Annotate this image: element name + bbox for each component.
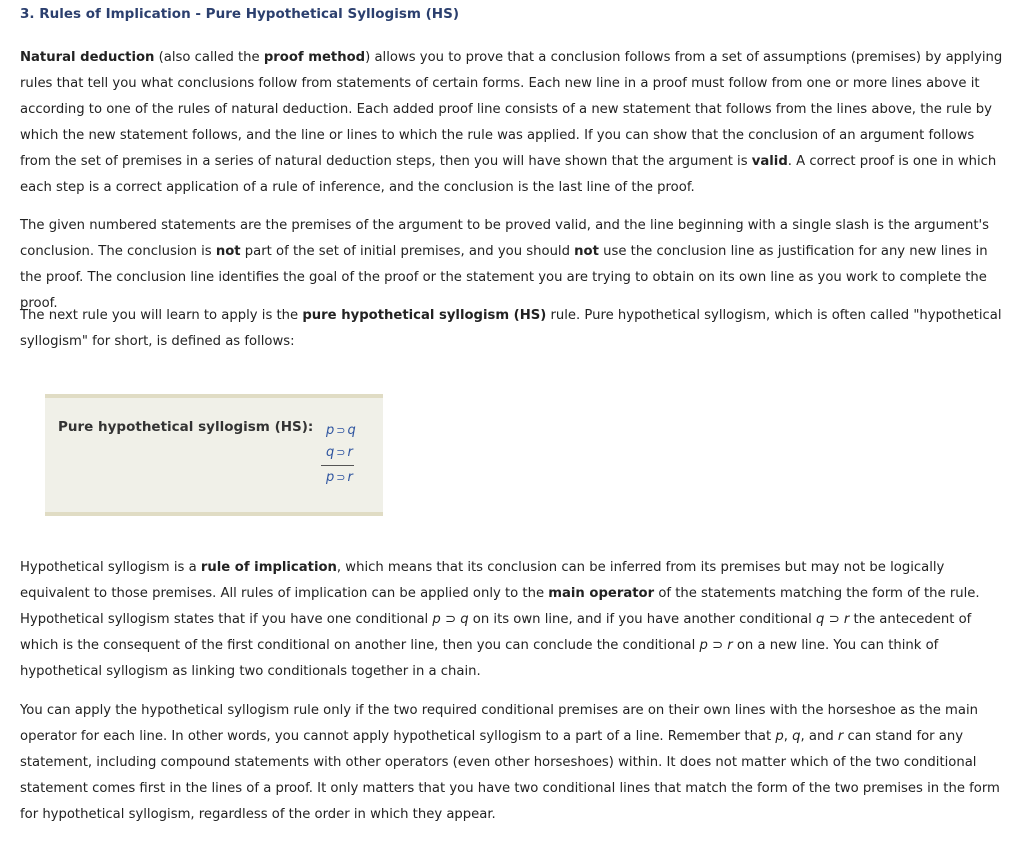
variable: p	[326, 470, 335, 485]
bold-term: not	[574, 244, 599, 259]
bold-term: Natural deduction	[20, 50, 155, 65]
paragraph-conclusion	[20, 213, 1006, 317]
rule-conclusion	[326, 467, 353, 489]
section-heading: 3. Rules of Implication - Pure Hypothetical Syllogism (HS)	[20, 6, 459, 22]
formula: p ⊃ r	[699, 638, 733, 653]
inference-line	[321, 465, 354, 466]
bold-term: rule of implication	[200, 560, 337, 575]
variable: r	[347, 470, 353, 485]
rule-definition-box	[45, 394, 383, 516]
rule-label: Pure hypothetical syllogism (HS):	[58, 419, 314, 435]
paragraph-natural-deduction	[20, 45, 1006, 201]
rule-premises	[326, 420, 356, 464]
text: use the conclusion line as justification for any new lines in the proof. The conclusion line identifies the goal of the proof or the statement you are trying to obtain on its own line as you work to complete the proof.	[20, 244, 988, 311]
text: ,	[783, 729, 793, 744]
premise-2	[326, 442, 356, 464]
variable: r	[347, 445, 353, 460]
variable: p	[326, 423, 335, 438]
text: The given numbered statements are the premises of the argument to be proved valid, and the line beginning with a single slash is the argument's conclusion. The conclusion is	[20, 218, 990, 259]
text: the antecedent of which is the consequent of the first conditional on another line, then you can conclude the conditional	[20, 612, 972, 653]
text: . A correct proof is one in which each step is a correct application of a rule of inference, and the conclusion is the last line of the proof.	[20, 154, 997, 195]
bold-term: valid	[751, 154, 788, 169]
bold-term: main operator	[548, 586, 655, 601]
text: The next rule you will learn to apply is the	[20, 308, 303, 323]
horseshoe-symbol: ⊃	[336, 471, 346, 484]
text: rule. Pure hypothetical syllogism, which is often called "hypothetical syllogism" for short, is defined as follows:	[20, 308, 1002, 349]
paragraph-applying-rule	[20, 698, 1006, 828]
text: part of the set of initial premises, and you should	[240, 244, 575, 259]
variable: r	[837, 729, 844, 744]
text: You can apply the hypothetical syllogism rule only if the two required conditional premises are on their own lines with the horseshoe as the main operator for each line. In other words, you cannot apply hypothetical syllogism to a part of a line. Remember that	[20, 703, 979, 744]
bold-term: proof method	[263, 50, 366, 65]
paragraph-rule-of-implication	[20, 555, 1006, 685]
variable: q	[347, 423, 356, 438]
text: , and	[800, 729, 838, 744]
formula: q ⊃ r	[816, 612, 850, 627]
text: ) allows you to prove that a conclusion follows from a set of assumptions (premises) by applying rules that tell you what conclusions follow from statements of certain forms. Each new line in a proof must follow from one or more lines above it according to one of the rules of natural deduction. Each added proof line consists of a new statement that follows from the lines above, the rule by which the new statement follows, and the line or lines to which the rule was applied. If you can show that the conclusion of an argument follows from the set of premises in a series of natural deduction steps, then you will have shown that the argument is	[20, 50, 1003, 169]
text: Hypothetical syllogism is a	[20, 560, 201, 575]
text: , which means that its conclusion can be inferred from its premises but may not be logically equivalent to those premises. All rules of implication can be applied only to the	[20, 560, 945, 601]
text: can stand for any statement, including compound statements with other operators (even other horseshoes) within. It does not matter which of the two conditional statement comes first in the lines of a proof. It only matters that you have two conditional lines that match the form of the two premises in the form for hypothetical syllogism, regardless of the order in which they appear.	[20, 729, 1000, 822]
text: of the statements matching the form of the rule. Hypothetical syllogism states that if you have one conditional	[20, 586, 980, 627]
variable: p	[775, 729, 784, 744]
premise-1	[326, 420, 356, 442]
formula: p ⊃ q	[432, 612, 469, 627]
horseshoe-symbol: ⊃	[336, 424, 346, 437]
horseshoe-symbol: ⊃	[336, 446, 346, 459]
variable: q	[326, 445, 335, 460]
variable: q	[792, 729, 801, 744]
bold-term: not	[215, 244, 241, 259]
text: on a new line. You can think of hypothetical syllogism as linking two conditionals together in a chain.	[20, 638, 939, 679]
bold-term: pure hypothetical syllogism (HS)	[302, 308, 547, 323]
paragraph-next-rule	[20, 303, 1006, 355]
text: on its own line, and if you have another conditional	[468, 612, 817, 627]
text: (also called the	[154, 50, 264, 65]
